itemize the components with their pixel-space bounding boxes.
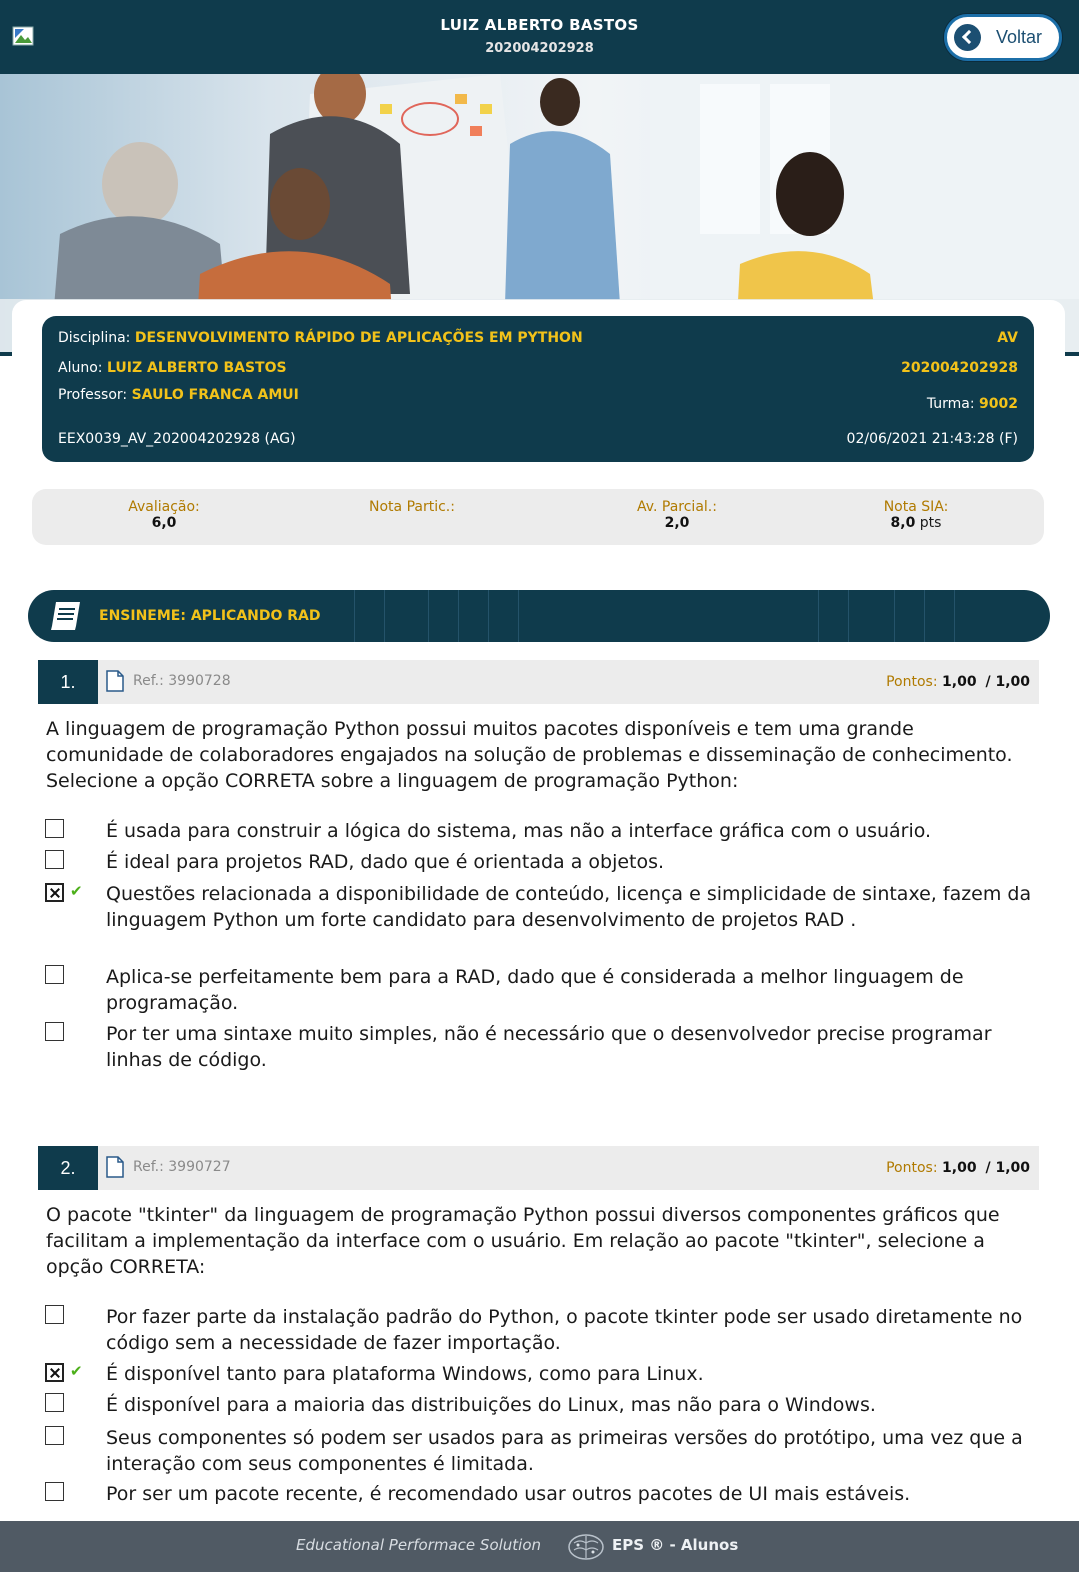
aluno-label: Aluno: (58, 360, 103, 376)
back-button-label: Voltar (996, 27, 1043, 47)
footer (0, 1521, 1079, 1572)
correct-check-icon: ✔ (70, 882, 83, 900)
option-checkbox[interactable] (45, 1482, 64, 1501)
nota-sia-value: 8,0 (890, 515, 916, 531)
option-checkbox-checked[interactable] (45, 883, 64, 902)
chevron-left-icon (954, 24, 981, 51)
turma-value: 9002 (979, 396, 1018, 412)
professor-label: Professor: (58, 387, 128, 403)
footer-brand: EPS ® - Alunos (612, 1536, 739, 1554)
exam-datetime: 02/06/2021 21:43:28 (F) (846, 431, 1018, 447)
option-checkbox[interactable] (45, 965, 64, 984)
av-parcial-value: 2,0 (664, 515, 690, 531)
disciplina-label: Disciplina: (58, 330, 131, 346)
student-id: 202004202928 (485, 41, 594, 56)
av-parcial-label: Av. Parcial.: (637, 499, 717, 515)
nota-partic-label: Nota Partic.: (369, 499, 455, 515)
option-text: É ideal para projetos RAD, dado que é orientada a objetos. (106, 851, 665, 873)
question-1-text: A linguagem de programação Python possui muitos pacotes disponíveis e tem uma grande comunidade de colaboradores engajados na solução de problemas e disseminação de conhecimento. Selecione a opção CORRETA sobre a linguagem de programação Python: (46, 718, 1013, 792)
exam-code: EEX0039_AV_202004202928 (AG) (58, 431, 296, 447)
question-2-text: O pacote "tkinter" da linguagem de programação Python possui diversos componentes gráficos que facilitam a implementação da interface com o usuário. Em relação ao pacote "tkinter", selecione a opção CORRETA: (46, 1204, 1000, 1278)
student-name: LUIZ ALBERTO BASTOS (440, 16, 639, 34)
nota-sia-unit: pts (919, 515, 942, 531)
question-points: Pontos: 1,00 / 1,00 (886, 674, 1030, 690)
professor-value: SAULO FRANCA AMUI (131, 387, 299, 403)
option-checkbox[interactable] (45, 1393, 64, 1412)
brain-logo-icon (566, 1533, 606, 1561)
disciplina-value: DESENVOLVIMENTO RÁPIDO DE APLICAÇÕES EM PYTHON (134, 330, 583, 346)
turma-row (927, 396, 1018, 412)
option-checkbox[interactable] (45, 1022, 64, 1041)
top-bar (0, 0, 1079, 74)
document-icon (106, 670, 124, 692)
grades-bar (32, 489, 1044, 545)
option-checkbox[interactable] (45, 819, 64, 838)
avaliacao-value: 6,0 (151, 515, 177, 531)
option-text: É disponível tanto para plataforma Windows, como para Linux. (106, 1363, 704, 1385)
option-checkbox[interactable] (45, 1426, 64, 1445)
document-icon (106, 1156, 124, 1178)
section-title: ENSINEME: APLICANDO RAD (99, 608, 321, 624)
option-checkbox[interactable] (45, 1305, 64, 1324)
correct-check-icon: ✔ (70, 1362, 83, 1380)
question-ref: Ref.: 3990727 (133, 1159, 231, 1175)
section-header (28, 590, 1050, 642)
option-checkbox[interactable] (45, 850, 64, 869)
back-button[interactable] (944, 14, 1062, 61)
footer-tagline: Educational Performace Solution (296, 1536, 542, 1554)
option-text: Por ser um pacote recente, é recomendado usar outros pacotes de UI mais estáveis. (106, 1483, 911, 1505)
option-text: Questões relacionada a disponibilidade de conteúdo, licença e simplicidade de sintaxe, fazem da linguagem Python um forte candidato para desenvolvimento de projetos RAD . (106, 883, 1032, 931)
option-text: Por ter uma sintaxe muito simples, não é necessário que o desenvolvedor precise programar linhas de código. (106, 1023, 992, 1071)
question-number: 2. (38, 1146, 98, 1190)
question-ref: Ref.: 3990728 (133, 673, 231, 689)
matricula-value: 202004202928 (901, 360, 1018, 376)
question-points: Pontos: 1,00 / 1,00 (886, 1160, 1030, 1176)
question-1-header (38, 660, 1039, 704)
book-icon (48, 599, 84, 633)
nota-sia-label: Nota SIA: (883, 499, 949, 515)
aluno-row (58, 360, 287, 376)
professor-row (58, 387, 299, 403)
grade-nota-sia (866, 499, 966, 531)
turma-label: Turma: (926, 396, 975, 412)
question-2-header (38, 1146, 1039, 1190)
exam-type: AV (997, 330, 1018, 346)
option-text: É usada para construir a lógica do sistema, mas não a interface gráfica com o usuário. (106, 820, 932, 842)
option-text: Por fazer parte da instalação padrão do Python, o pacote tkinter pode ser usado diretamente no código sem a necessidade de fazer importação. (106, 1306, 1023, 1354)
aluno-value: LUIZ ALBERTO BASTOS (106, 360, 287, 376)
grade-nota-partic (352, 499, 472, 515)
grade-avaliacao (114, 499, 214, 531)
option-text: É disponível para a maioria das distribuições do Linux, mas não para o Windows. (106, 1394, 876, 1416)
option-text: Seus componentes só podem ser usados para as primeiras versões do protótipo, uma vez que a interação com seus componentes é limitada. (106, 1427, 1023, 1475)
option-text: Aplica-se perfeitamente bem para a RAD, dado que é considerada a melhor linguagem de programação. (106, 966, 964, 1014)
exam-info-panel (42, 316, 1034, 462)
disciplina-row (58, 330, 583, 346)
avaliacao-label: Avaliação: (128, 499, 200, 515)
question-number: 1. (38, 660, 98, 704)
grade-av-parcial (617, 499, 737, 531)
option-checkbox-checked[interactable] (45, 1363, 64, 1382)
